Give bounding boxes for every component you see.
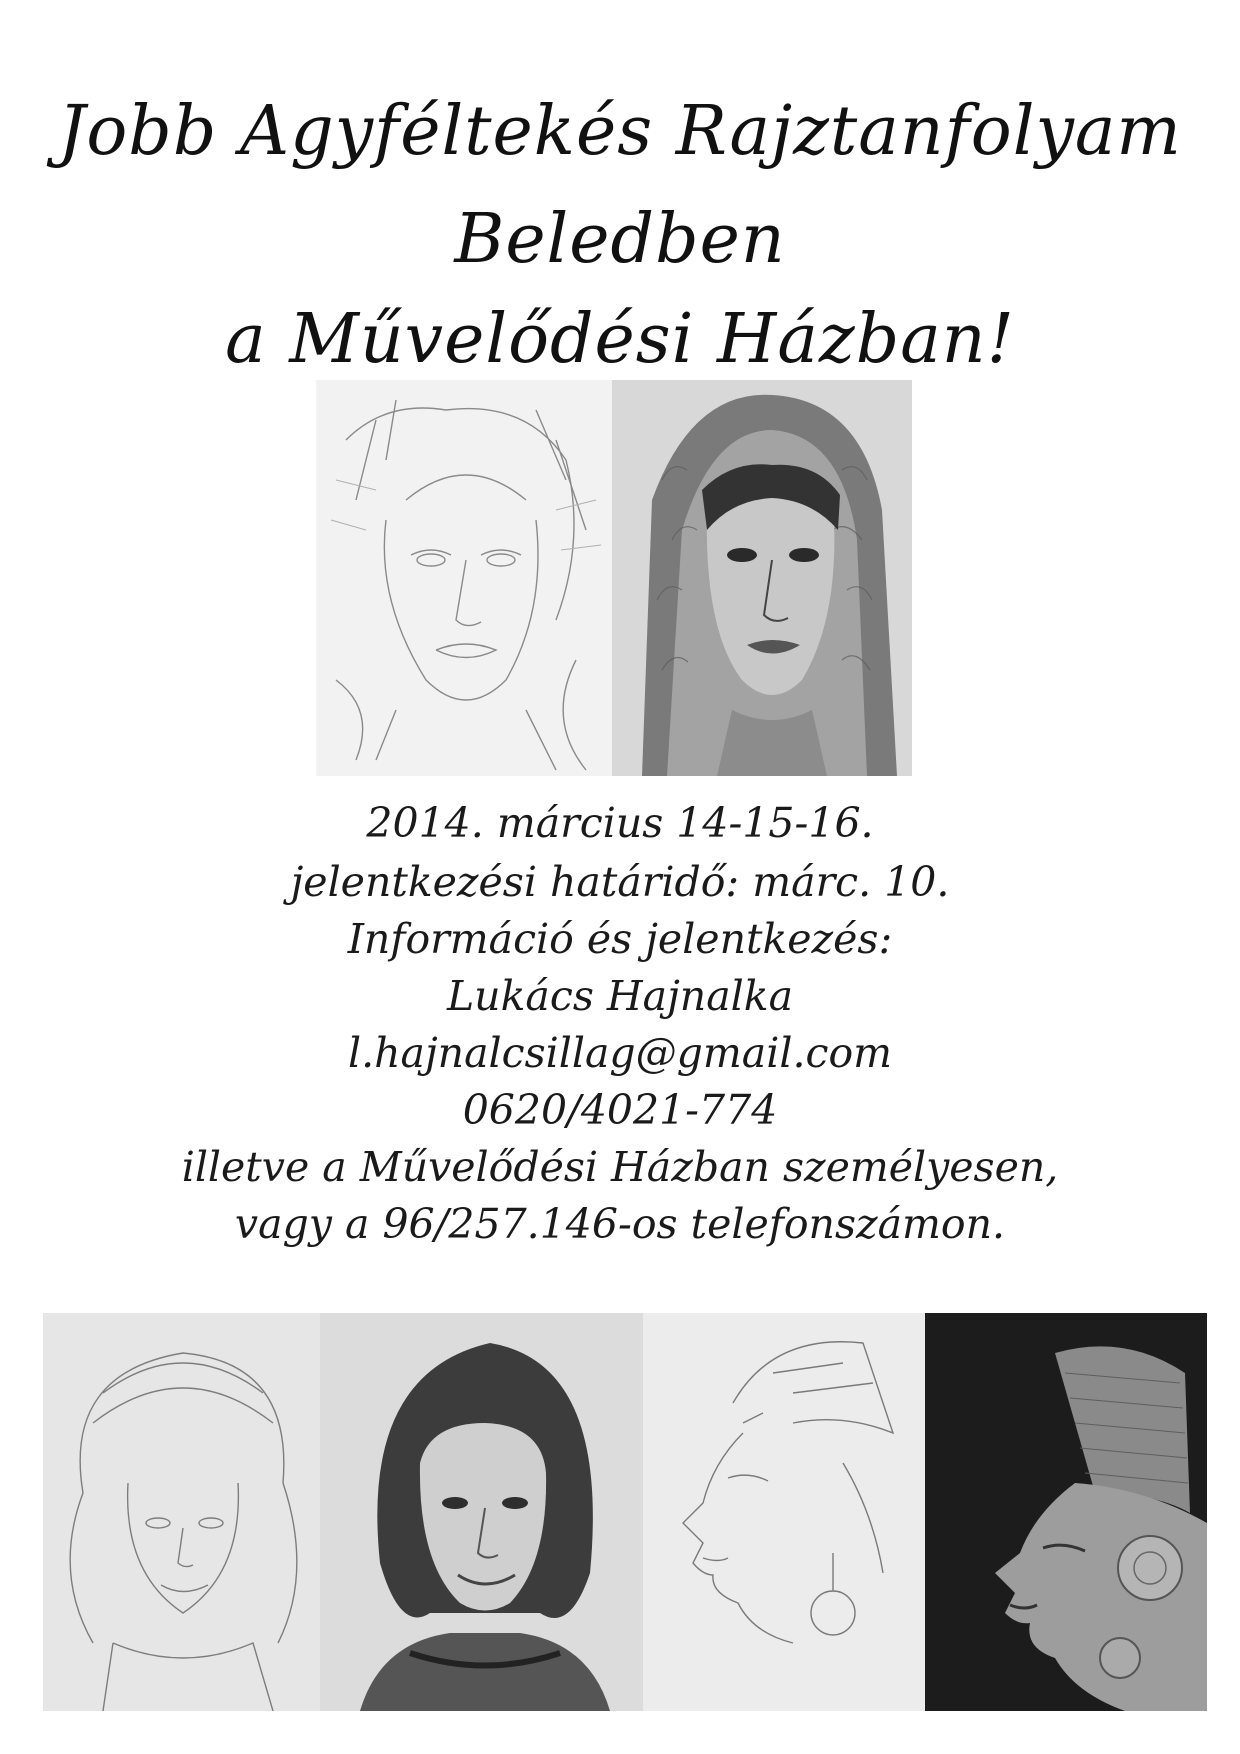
poster-title-line-2: Beledben — [454, 200, 786, 279]
charcoal-portrait-headscarf-image — [612, 380, 912, 776]
alt-contact-line-1: illetve a Művelődési Házban személyesen, — [181, 1143, 1059, 1191]
pencil-portrait-woman-after-image — [320, 1313, 643, 1711]
alt-contact-line-2: vagy a 96/257.146-os telefonszámon. — [234, 1200, 1006, 1248]
sketch-woman-before-image — [43, 1313, 320, 1711]
registration-deadline: jelentkezési határidő: márc. 10. — [290, 858, 950, 906]
course-date: 2014. március 14-15-16. — [366, 799, 874, 847]
info-heading: Információ és jelentkezés: — [347, 915, 893, 963]
sketch-profile-before-image — [643, 1313, 925, 1711]
contact-phone: 0620/4021-774 — [462, 1086, 778, 1134]
charcoal-profile-after-image — [925, 1313, 1207, 1711]
sketch-portrait-before-image — [316, 380, 612, 776]
poster-title-line-1: Jobb Agyféltekés Rajztanfolyam — [58, 92, 1182, 171]
contact-email: l.hajnalcsillag@gmail.com — [347, 1029, 893, 1077]
poster-title-line-3: a Művelődési Házban! — [225, 300, 1015, 379]
contact-name: Lukács Hajnalka — [446, 972, 794, 1020]
